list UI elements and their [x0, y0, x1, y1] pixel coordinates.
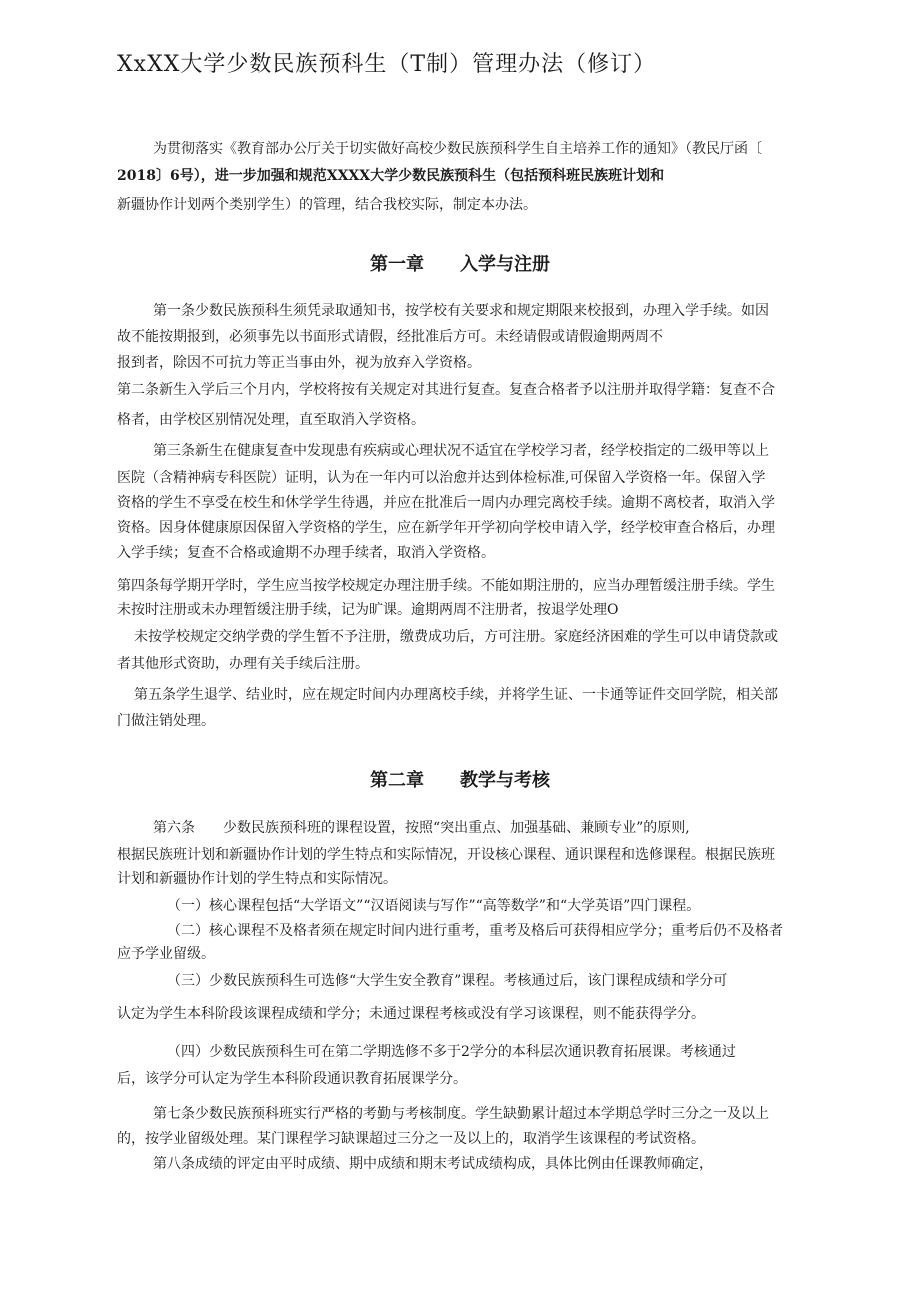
preamble-line: 2018〕6号），进一步加强和规范XXXX大学少数民族预科生（包括预科班民族班计划和 [117, 168, 665, 184]
article-line: 门做注销处理。 [117, 713, 215, 729]
preamble-line: 为贯彻落实《教育部办公厅关于切实做好高校少数民族预科学生自主培养工作的通知》（教民厅函〔 [153, 141, 762, 157]
article-line: 的，按学业留级处理。某门课程学习缺课超过三分之一及以上的，取消学生该课程的考试资格。 [117, 1131, 705, 1147]
article-line: （四）少数民族预科生可在第二学期选修不多于2学分的本科层次通识教育拓展课。考核通过 [167, 1044, 736, 1060]
article-line: 资格的学生不享受在校生和休学学生待遇，并应在批准后一周内办理完离校手续。逾期不离校者，取消入学 [117, 495, 775, 511]
article-line: 故不能按期报到，必须事先以书面形式请假，经批准后方可。未经请假或请假逾期两周不 [117, 329, 663, 345]
article-line: 医院（含精神病专科医院）证明，认为在一年内可以治愈并达到体检标准,可保留入学资格一年。保留入学 [117, 470, 766, 486]
article-line: 第五条学生退学、结业时，应在规定时间内办理离校手续，并将学生证、一卡通等证件交回学院，相关部 [134, 687, 778, 703]
article-line: （二）核心课程不及格者须在规定时间内进行重考，重考及格后可获得相应学分；重考后仍不及格者 [167, 923, 783, 939]
article-line: 第八条成绩的评定由平时成绩、期中成绩和期末考试成绩构成，具体比例由任课教师确定， [153, 1156, 713, 1172]
article-line: 第四条每学期开学时，学生应当按学校规定办理注册手续。不能如期注册的，应当办理暂缓注册手续。学生 [117, 578, 775, 594]
article-line: （一）核心课程包括“大学语文”“汉语阅读与写作”“高等数学”和“大学英语”四门课程。 [167, 898, 701, 914]
article-line: 者其他形式资助，办理有关手续后注册。 [117, 656, 369, 672]
chapter-heading: 第二章 教学与考核 [370, 770, 550, 791]
chapter-heading: 第一章 入学与注册 [370, 254, 550, 275]
document-title: XxXX大学少数民族预科生（T制）管理办法（修订） [117, 52, 657, 77]
article-line: 未按时注册或未办理暂缓注册手续，记为旷课。逾期两周不注册者，按退学处理O [117, 602, 619, 618]
article-line: 计划和新疆协作计划的学生特点和实际情况。 [117, 871, 397, 887]
article-line: 第二条新生入学后三个月内，学校将按有关规定对其进行复查。复查合格者予以注册并取得学籍：复查不合 [117, 382, 775, 398]
article-line: 报到者，除因不可抗力等正当事由外，视为放弃入学资格。 [117, 355, 481, 371]
article-line: 根据民族班计划和新疆协作计划的学生特点和实际情况，开设核心课程、通识课程和选修课程。根据民族班 [117, 847, 775, 863]
article-line: 后，该学分可认定为学生本科阶段通识教育拓展课学分。 [117, 1071, 467, 1087]
article-line: 入学手续；复查不合格或逾期不办理手续者，取消入学资格。 [117, 545, 495, 561]
preamble-line: 新疆协作计划两个类别学生）的管理，结合我校实际，制定本办法。 [117, 197, 537, 213]
article-line: 第六条 少数民族预科班的课程设置，按照“突出重点、加强基础、兼顾专业”的原则, [153, 820, 690, 836]
article-line: 认定为学生本科阶段该课程成绩和学分；未通过课程考核或没有学习该课程，则不能获得学分。 [117, 1006, 705, 1022]
article-line: 格者，由学校区别情况处理，直至取消入学资格。 [117, 412, 425, 428]
article-line: 第七条少数民族预科班实行严格的考勤与考核制度。学生缺勤累计超过本学期总学时三分之一及以上 [153, 1106, 769, 1122]
article-line: 资格。因身体健康原因保留入学资格的学生，应在新学年开学初向学校申请入学，经学校审查合格后，办理 [117, 520, 775, 536]
article-line: 应予学业留级。 [117, 946, 215, 962]
article-line: 未按学校规定交纳学费的学生暂不予注册，缴费成功后，方可注册。家庭经济困难的学生可以申请贷款或 [134, 629, 778, 645]
article-line: 第三条新生在健康复查中发现患有疾病或心理状况不适宜在学校学习者，经学校指定的二级甲等以上 [153, 443, 769, 459]
article-line: 第一条少数民族预科生须凭录取通知书，按学校有关要求和规定期限来校报到，办理入学手续。如因 [153, 303, 769, 319]
article-line: （三）少数民族预科生可选修“大学生安全教育”课程。考核通过后，该门课程成绩和学分可 [167, 973, 728, 989]
